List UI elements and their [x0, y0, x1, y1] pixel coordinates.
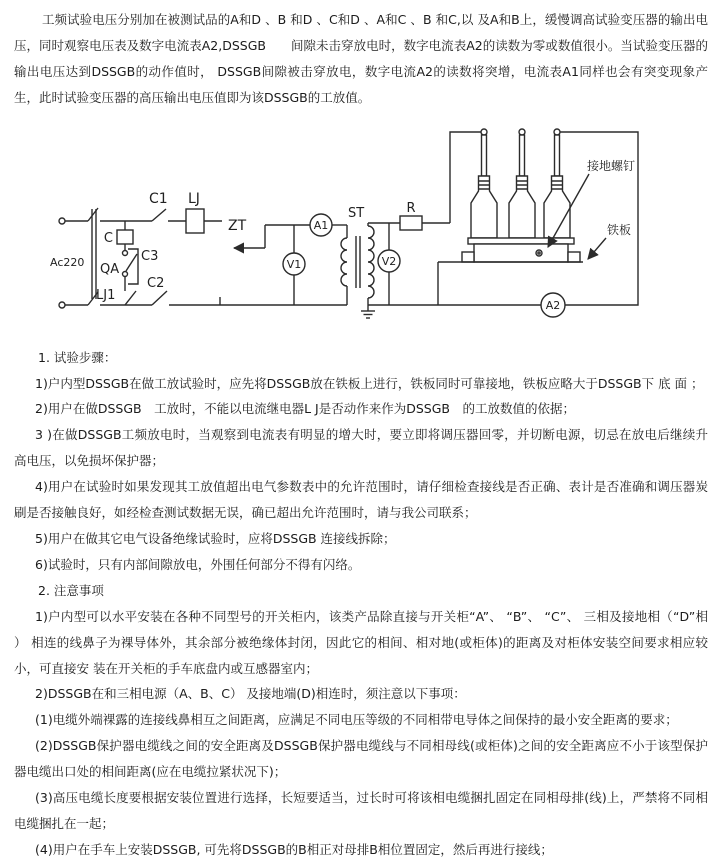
- label-a1: A1: [313, 218, 329, 232]
- arrester-bottle-b: [509, 129, 535, 238]
- qa-blade: [126, 254, 137, 271]
- note-item-2-3: (3)高压电缆长度要根据安装位置进行选择，长短要适当，过长时可将该相电缆捆扎固定在同相母排(线)上，严禁将不同相电缆捆扎在一起；: [14, 790, 708, 831]
- note-item-2: 2)DSSGB在和三相电源（A、B、C） 及接地端(D)相连时，须注意以下事项：: [35, 686, 466, 702]
- step-item-5: 5)用户在做其它电气设备绝缘试验时，应将DSSGB 连接线拆除；: [35, 530, 396, 546]
- secondary-coil: [368, 226, 374, 298]
- control-branch: [96, 221, 158, 305]
- primary-coil: [341, 238, 347, 286]
- qa-contact-bottom: [123, 271, 128, 276]
- c2-blade: [152, 291, 167, 305]
- label-v2: V2: [381, 254, 397, 268]
- input-terminal-top: [59, 218, 65, 224]
- note-item-2-1: (1)电缆外端裸露的连接线鼻相互之间距离，应满足不同电压等级的不同相带电导体之间保持的最小安全距离的要求；: [35, 712, 678, 728]
- arrester-bottle-c: [544, 129, 570, 238]
- step-item-4: 4)用户在试验时如果发现其工放值超出电气参数表中的允许范围时，请仔细检查接线是否正确、表计是否准确和调压器炭刷是否接触良好，如经检查测试数据无误，确已超出允许范围时，请与我公司联系；: [14, 479, 708, 521]
- label-ac220: Ac220: [50, 255, 85, 269]
- label-iron-plate: 铁板: [607, 222, 632, 237]
- label-lj: LJ: [188, 190, 200, 207]
- label-r: R: [406, 200, 416, 216]
- resistor-r-box: [400, 216, 422, 230]
- lj1-blade: [125, 291, 136, 305]
- ground-symbol: [361, 305, 375, 318]
- arrester-base: [462, 238, 580, 262]
- intro-paragraph: 工频试验电压分别加在被测试品的A和D 、B 和D 、C和D 、A和C 、B 和C,以 及A和B上，缓慢调高试验变压器的输出电压，同时观察电压表及数字电流表A2,DSSGB 间隙未击穿放电时，数字电流表A2的读数为零或数值很小。当试验变压器的输出电压达到DSSGB的动作值时， DSSGB间隙被击穿放电，数字电流A2的读数将突增，电流表A1同样也会有突变现象产生，此时试验变压器的高压输出电压值即为该DSSGB的工放值。: [14, 12, 708, 105]
- label-c1: C1: [149, 190, 168, 207]
- arrester-bottle-a: [471, 129, 497, 238]
- circuit-diagram: [0, 113, 722, 345]
- note-item-2-2: (2)DSSGB保护器电缆线之间的安全距离及DSSGB保护器电缆线与不同相母线(或柜体)之间的安全距离应不小于该型保护器电缆出口处的相间距离(应在电缆拉紧状况下)；: [14, 738, 708, 780]
- step-item-1: 1)户内型DSSGB在做工放试验时，应先将DSSGB放在铁板上进行，铁板同时可靠接地，铁板应略大于DSSGB下 底 面 ；: [35, 375, 704, 391]
- capacitor-c-box: [117, 230, 133, 244]
- return-loop: [560, 132, 638, 305]
- step-item-3: 3 )在做DSSGB工频放电时，当观察到电流表有明显的增大时，要立即将调压器回零，并切断电源，切忌在放电后继续升高电压，以免损坏保护器；: [14, 427, 708, 469]
- label-c: C: [103, 230, 113, 246]
- section-1-heading: 1. 试验步骤：: [38, 349, 117, 365]
- note-item-1: 1)户内型可以水平安装在各种不同型号的开关柜内，该类产品除直接与开关柜“A”、 “B”、 “C”、 三相及接地相（“D”相 ） 相连的线鼻子为裸导体外，其余部分被绝缘体封闭，因此它的相间、相对地(或柜体)的距离及对柜体安装空间要求相应较小，可直接安 装在开关柜的手车底盘内或互感器室内；: [14, 608, 708, 676]
- label-zt: ZT: [228, 217, 247, 234]
- label-ground-screw: 接地螺钉: [587, 158, 636, 173]
- voltmeter-v2: [378, 223, 400, 305]
- input-terminal-bottom: [59, 302, 65, 308]
- label-qa: QA: [100, 261, 120, 277]
- step-item-6: 6)试验时，只有内部间隙放电，外围任何部分不得有闪络。: [35, 556, 361, 572]
- voltmeter-v1: [283, 225, 305, 305]
- label-c2: C2: [147, 275, 165, 291]
- label-c3: C3: [141, 248, 159, 264]
- c2-switch: [147, 276, 347, 305]
- qa-contact-top: [123, 250, 128, 255]
- step-item-2: 2)用户在做DSSGB 工放时，不能以电流继电器L J是否动作来作为DSSGB 的工放数值的依据；: [35, 401, 575, 417]
- note-item-2-4: (4)用户在手车上安装DSSGB, 可先将DSSGB的B相正对母排B相位置固定，然后再进行接线；: [35, 841, 553, 857]
- label-lj1: LJ1: [96, 287, 116, 303]
- c1-blade: [152, 209, 166, 221]
- section-2-heading: 2. 注意事项: [38, 582, 104, 598]
- mains-input: [50, 208, 98, 308]
- callout-iron-plate: [588, 222, 631, 259]
- transformer-st: [341, 206, 374, 305]
- label-a2: A2: [545, 298, 561, 312]
- ammeter-a2: [541, 293, 565, 317]
- resistor-r: [400, 201, 450, 230]
- ammeter-a1: [310, 214, 332, 236]
- c1-lj-zt: [149, 191, 247, 234]
- label-st: ST: [348, 205, 365, 221]
- circuit-diagram-svg: [0, 113, 722, 345]
- relay-lj-box: [186, 209, 204, 233]
- label-v1: V1: [286, 257, 302, 271]
